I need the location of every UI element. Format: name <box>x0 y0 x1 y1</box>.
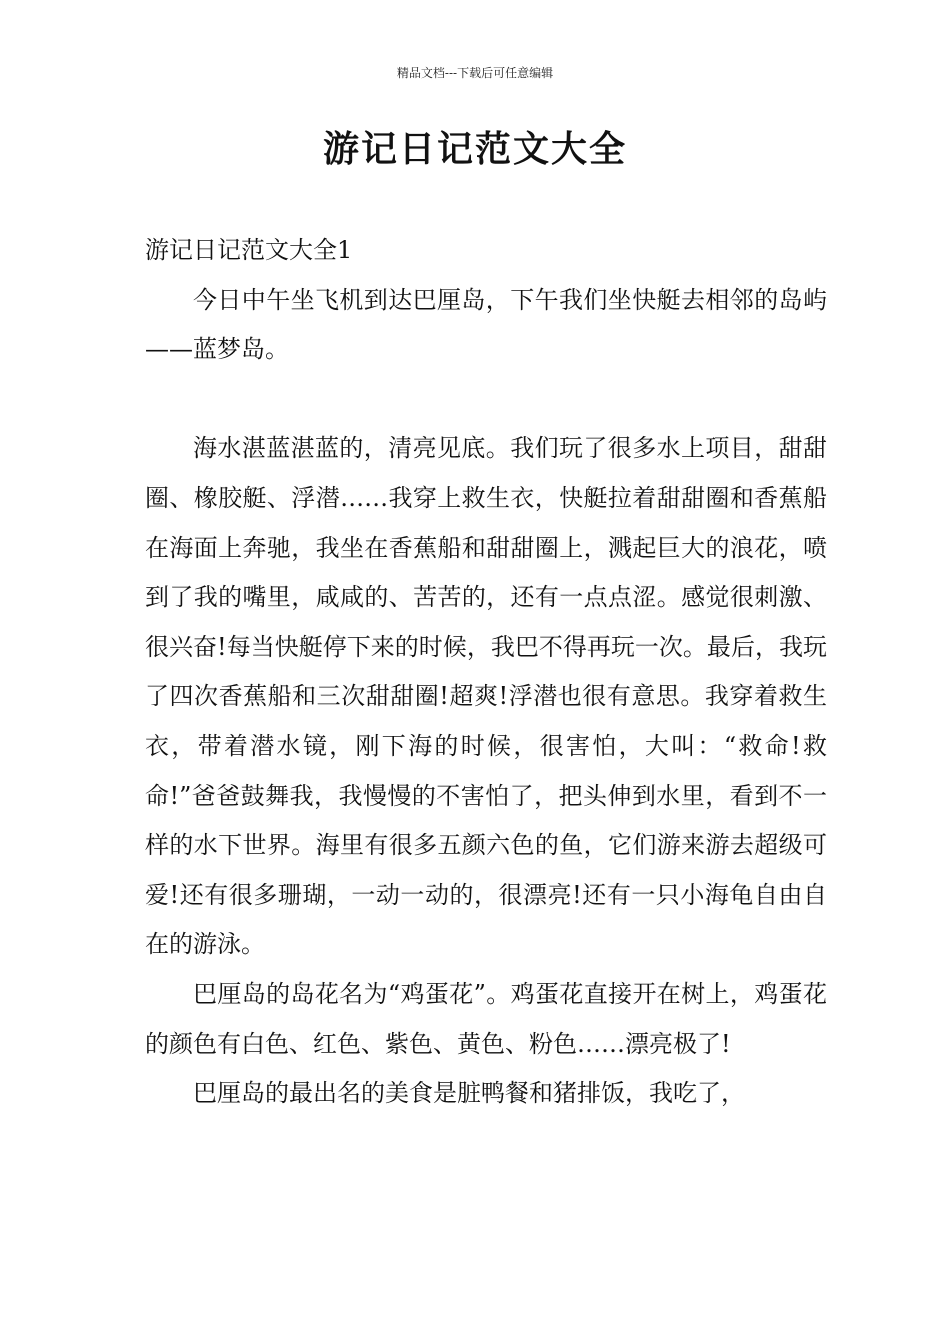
page-title: 游记日记范文大全 <box>322 129 627 170</box>
paragraph-gap <box>145 375 827 425</box>
paragraph-3: 巴厘岛的岛花名为“鸡蛋花”。鸡蛋花直接开在树上，鸡蛋花的颜色有白色、红色、紫色、黄色、粉色……漂亮极了! <box>145 979 827 1058</box>
paragraph-4: 巴厘岛的最出名的美食是脏鸭餐和猪排饭，我吃了， <box>193 1079 745 1108</box>
header-note: 精品文档---下载后可任意编辑 <box>396 66 554 80</box>
paragraph-2: 海水湛蓝湛蓝的，清亮见底。我们玩了很多水上项目，甜甜圈、橡胶艇、浮潜……我穿上救生衣，快艇拉着甜甜圈和香蕉船在海面上奔驰，我坐在香蕉船和甜甜圈上，溅起巨大的浪花，喷到了我的嘴里，咸咸的、苦苦的，还有一点点涩。感觉很刺激、很兴奋!每当快艇停下来的时候，我巴不得再玩一次。最后，我玩了四次香蕉船和三次甜甜圈!超爽!浮潜也很有意思。我穿着救生衣，带着潜水镜，刚下海的时候，很害怕，大叫：“救命!救命!”爸爸鼓舞我，我慢慢的不害怕了，把头伸到水里，看到不一样的水下世界。海里有很多五颜六色的鱼，它们游来游去超级可爱!还有很多珊瑚，一动一动的，很漂亮!还有一只小海龟自由自在的游泳。 <box>145 434 827 959</box>
paragraph-1: 今日中午坐飞机到达巴厘岛，下午我们坐快艇去相邻的岛屿——蓝梦岛。 <box>145 285 827 364</box>
document-body <box>145 226 827 1119</box>
section-subheading: 游记日记范文大全1 <box>145 236 353 264</box>
